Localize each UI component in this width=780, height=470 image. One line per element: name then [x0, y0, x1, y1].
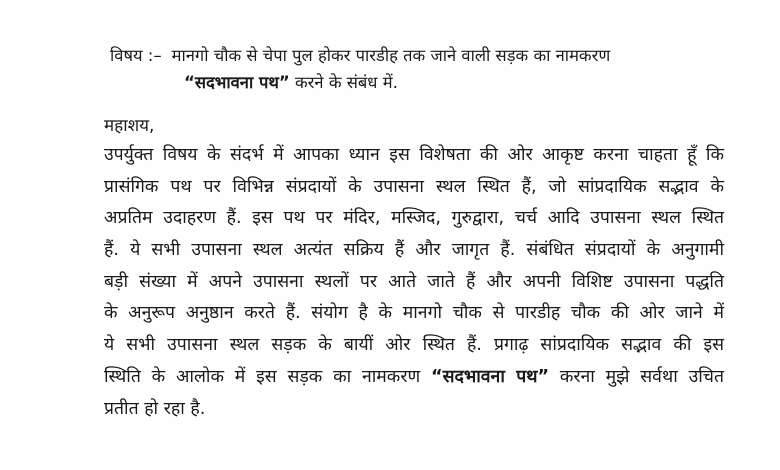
body-line-8-start: स्थिति के आलोक में इस सड़क का नामकरण — [104, 366, 432, 387]
body-line-1: उपर्युक्त विषय के संदर्भ में आपका ध्यान इस विशेषता की ओर आकृष्ट करना चाहता हूँ कि — [104, 145, 724, 165]
body-line-3: अप्रतिम उदाहरण हैं. इस पथ पर मंदिर, मस्जिद, गुरुद्वारा, चर्च आदि उपासना स्थल स्थित — [104, 208, 724, 229]
body-line-8-end: करना मुझे सर्वथा उचित — [549, 366, 724, 387]
body-road-name: “सदभावना पथ” — [431, 366, 550, 387]
subject-text: मानगो चौक से चेपा पुल होकर पारडीह तक जाने वाली सड़क का नामकरण — [171, 46, 611, 65]
subject-line-2 — [110, 69, 720, 96]
body-line-8 — [104, 362, 724, 394]
subject-label: विषय :– — [110, 46, 162, 65]
body-line-7: ये सभी उपासना स्थल सड़क के बायीं ओर स्थित हैं. प्रगाढ़ सांप्रदायिक सद्भाव की इस — [104, 335, 724, 356]
body-line-5: बड़ी संख्या में अपने उपासना स्थलों पर आते जाते हैं और अपनी विशिष्ट उपासना पद्धति — [104, 271, 724, 292]
subject-road-name: “सदभावना पथ” — [184, 73, 290, 92]
letter-body — [104, 140, 724, 425]
subject-line-1 — [110, 42, 720, 69]
salutation: महाशय, — [104, 116, 155, 136]
body-line-9: प्रतीत हो रहा है. — [104, 398, 206, 419]
body-line-2: प्रासंगिक पथ पर विभिन्न संप्रदायों के उपासना स्थल स्थित हैं, जो सांप्रदायिक सद्भाव के — [104, 176, 724, 197]
body-line-4: हैं. ये सभी उपासना स्थल अत्यंत सक्रिय हैं और जागृत हैं. संबंधित संप्रदायों के अनुगामी — [104, 240, 724, 261]
subject-block — [110, 42, 720, 96]
subject-text-end: करने के संबंध में. — [289, 73, 398, 92]
body-line-6: के अनुरूप अनुष्ठान करते हैं. संयोग है के मानगो चौक से पारडीह चौक की ओर जाने में — [104, 303, 724, 324]
